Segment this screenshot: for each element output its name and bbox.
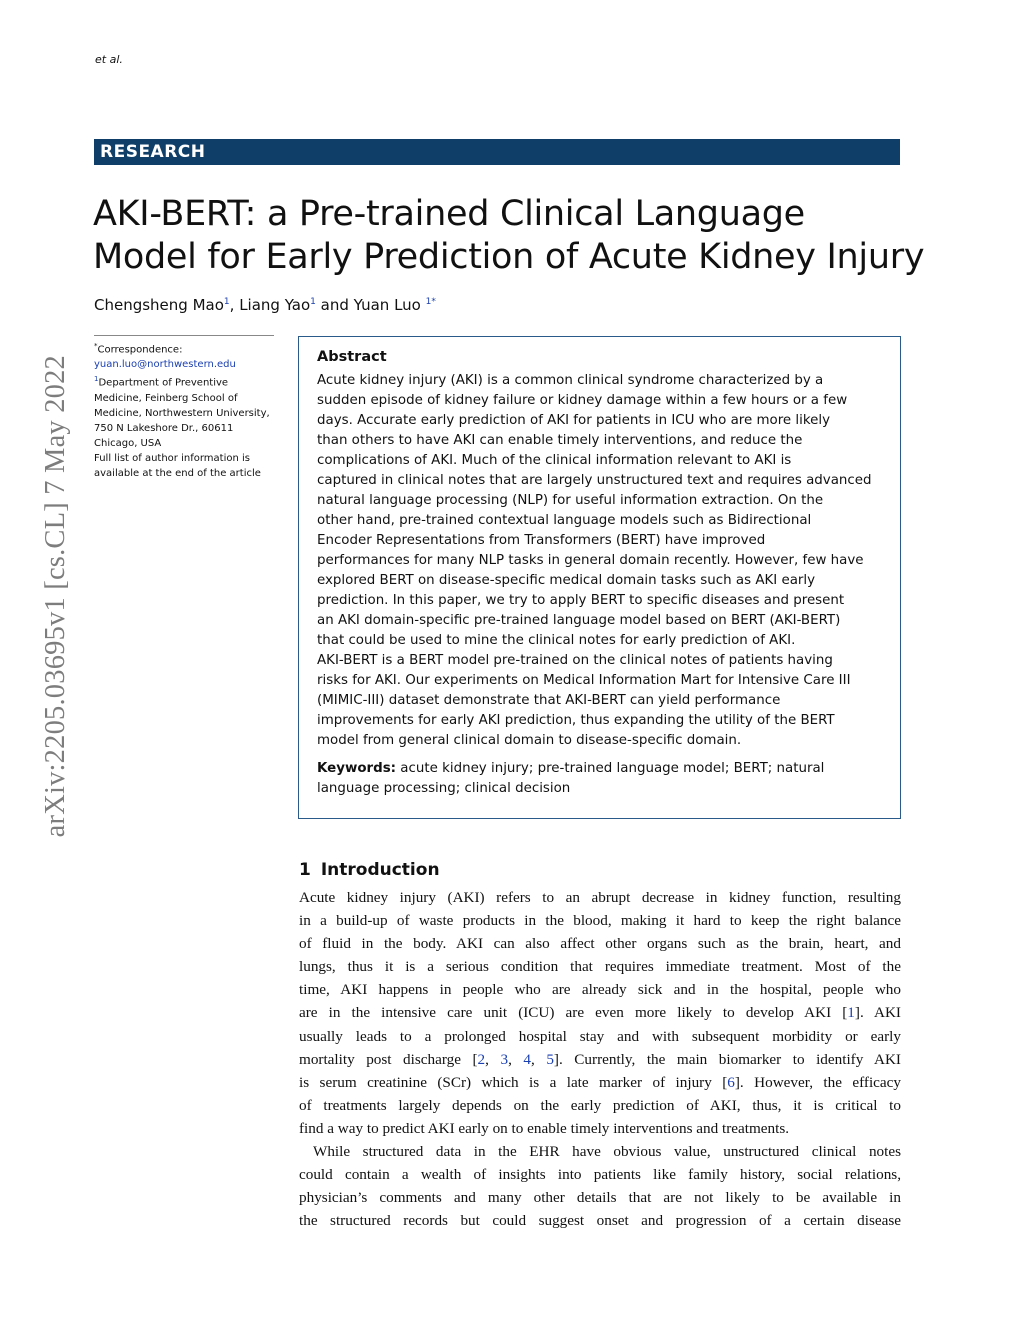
abstract-line: Acute kidney injury (AKI) is a common clinical syndrome characterized by a [317,373,824,388]
arxiv-identifier-stamp: arXiv:2205.03695v1 [cs.CL] 7 May 2022 [40,355,71,838]
author-affiliation-mark[interactable]: 1 [310,297,316,307]
body-line: the structured records but could suggest onset and progression of a certain disease [299,1212,901,1230]
body-line: in a build-up of waste products in the blood, making it hard to keep the right balance [299,912,901,930]
body-line: of fluid in the body. AKI can also affect other organs such as the brain, heart, and [299,935,901,953]
body-line: usually leads to a prolonged hospital stay and with subsequent morbidity or early [299,1027,901,1045]
section-number: 1 [299,860,311,880]
section-title: Introduction [320,860,440,880]
abstract-line: than others to have AKI can enable timely interventions, and reduce the [317,433,803,448]
author-info-note: available at the end of the article [94,467,261,479]
affiliation-block [94,339,284,481]
affiliation-mark: 1 [94,375,99,384]
abstract-line: prediction. In this paper, we try to apply BERT to specific diseases and present [317,593,845,608]
author-separator: , [229,296,240,314]
abstract-heading: Abstract [317,349,387,365]
abstract-line: explored BERT on disease-specific medical domain tasks such as AKI early [317,573,816,588]
abstract-line: other hand, pre-trained contextual language models such as Bidirectional [317,513,812,528]
body-line: find a way to predict AKI early on to enable timely interventions and treatments. [299,1119,790,1137]
keywords-label: Keywords: [317,761,397,776]
body-text: is serum creatinine (SCr) which is a late marker of injury [ [299,1073,728,1091]
body-line: physician’s comments and many other details that are not likely to be available in [299,1189,901,1207]
keywords-text: acute kidney injury; pre-trained language model; BERT; natural [396,761,825,776]
abstract-line: sudden episode of kidney failure or kidney damage within a few hours or a few [317,393,848,408]
affiliation-text: Department of Preventive [98,377,229,389]
abstract-box [298,336,901,819]
citation-link[interactable]: 1 [847,1004,855,1022]
citation-link[interactable]: 5 [546,1050,554,1068]
body-line: of treatments largely depends on the early prediction of AKI, thus, it is critical to [299,1096,901,1114]
body-line: mortality post discharge [2, 3, 4, 5]. Currently, the main biomarker to identify AKI [299,1050,901,1068]
citation-link[interactable]: 6 [727,1073,735,1091]
affiliation-line: 750 N Lakeshore Dr., 60611 [94,422,234,434]
abstract-line: that could be used to mine the clinical notes for early prediction of AKI. [317,633,796,648]
affiliation-line: Chicago, USA [94,437,162,449]
body-line: While structured data in the EHR have obvious value, unstructured clinical notes [313,1143,901,1161]
body-text: ]. Currently, the main biomarker to identify AKI [553,1050,901,1068]
abstract-line: improvements for early AKI prediction, thus expanding the utility of the BERT [317,713,835,728]
author-separator: and [315,296,354,314]
abstract-line: risks for AKI. Our experiments on Medical Information Mart for Intensive Care III [317,673,851,688]
body-line [299,1071,901,1094]
abstract-text [317,371,882,751]
section-label-bar [94,139,900,165]
body-line [299,1001,901,1024]
author-info-note: Full list of author information is [94,452,250,464]
abstract-line: natural language processing (NLP) for useful information extraction. On the [317,493,824,508]
abstract-line: (MIMIC-III) dataset demonstrate that AKI-BERT can yield performance [317,693,781,708]
citation-link[interactable]: 2 [477,1050,486,1068]
title-line: AKI-BERT: a Pre-trained Clinical Language [93,194,805,234]
body-text: are in the intensive care unit (ICU) are even more likely to develop AKI [ [299,1004,848,1022]
correspondence-mark: * [94,342,98,350]
author-affiliation-mark[interactable]: 1 [223,297,230,307]
author-name: Chengsheng Mao [94,296,224,314]
paper-title [93,193,925,279]
author-name: Liang Yao [239,296,311,314]
correspondence-label: Correspondence: [97,344,183,356]
abstract-line: complications of AKI. Much of the clinical information relevant to AKI is [317,453,792,468]
keywords [317,759,882,799]
citation-link[interactable]: 3 [500,1050,509,1068]
affiliation-line: Medicine, Northwestern University, [94,407,270,419]
abstract-line: AKI-BERT is a BERT model pre-trained on the clinical notes of patients having [317,653,833,668]
title-line: Model for Early Prediction of Acute Kidney Injury [93,237,925,277]
correspondence-email-link[interactable]: yuan.luo@northwestern.edu [94,359,236,371]
abstract-line: model from general clinical domain to disease-specific domain. [317,733,742,748]
correspondence-line [94,339,284,357]
abstract-line: days. Accurate early prediction of AKI for patients in ICU who are more likely [317,413,831,428]
abstract-line: performances for many NLP tasks in general domain recently. However, few have [317,553,864,568]
body-line: time, AKI happens in people who are already sick and in the hospital, people who [299,981,901,999]
body-text: ]. AKI [854,1004,901,1022]
body-line: Acute kidney injury (AKI) refers to an abrupt decrease in kidney function, resulting [299,889,901,906]
keywords-line [317,759,882,779]
author-name: Yuan Luo [353,296,426,314]
abstract-line: Encoder Representations from Transformers (BERT) have improved [317,533,766,548]
author-list [94,296,436,314]
section-label: RESEARCH [100,142,206,162]
body-text: ]. However, the efficacy [734,1073,901,1091]
section-heading-introduction [299,860,440,880]
author-affiliation-mark[interactable]: 1* [425,297,436,307]
keywords-line: language processing; clinical decision [317,781,571,796]
abstract-line: an AKI domain-specific pre-trained language model based on BERT (AKI-BERT) [317,613,841,628]
affiliation-line: Medicine, Feinberg School of [94,392,238,404]
body-line: lungs, thus it is a serious condition that requires immediate treatment. Most of the [299,958,901,976]
introduction-body [299,886,901,1232]
abstract-line: captured in clinical notes that are largely unstructured text and requires advanced [317,473,872,488]
body-line: could contain a wealth of insights into patients like family history, social relations, [299,1166,901,1184]
running-head: et al. [95,53,123,66]
citation-link[interactable]: 4 [523,1050,531,1068]
affiliation-line [94,372,284,390]
affiliation-divider [94,335,274,336]
body-text: mortality post discharge [ [299,1050,478,1068]
